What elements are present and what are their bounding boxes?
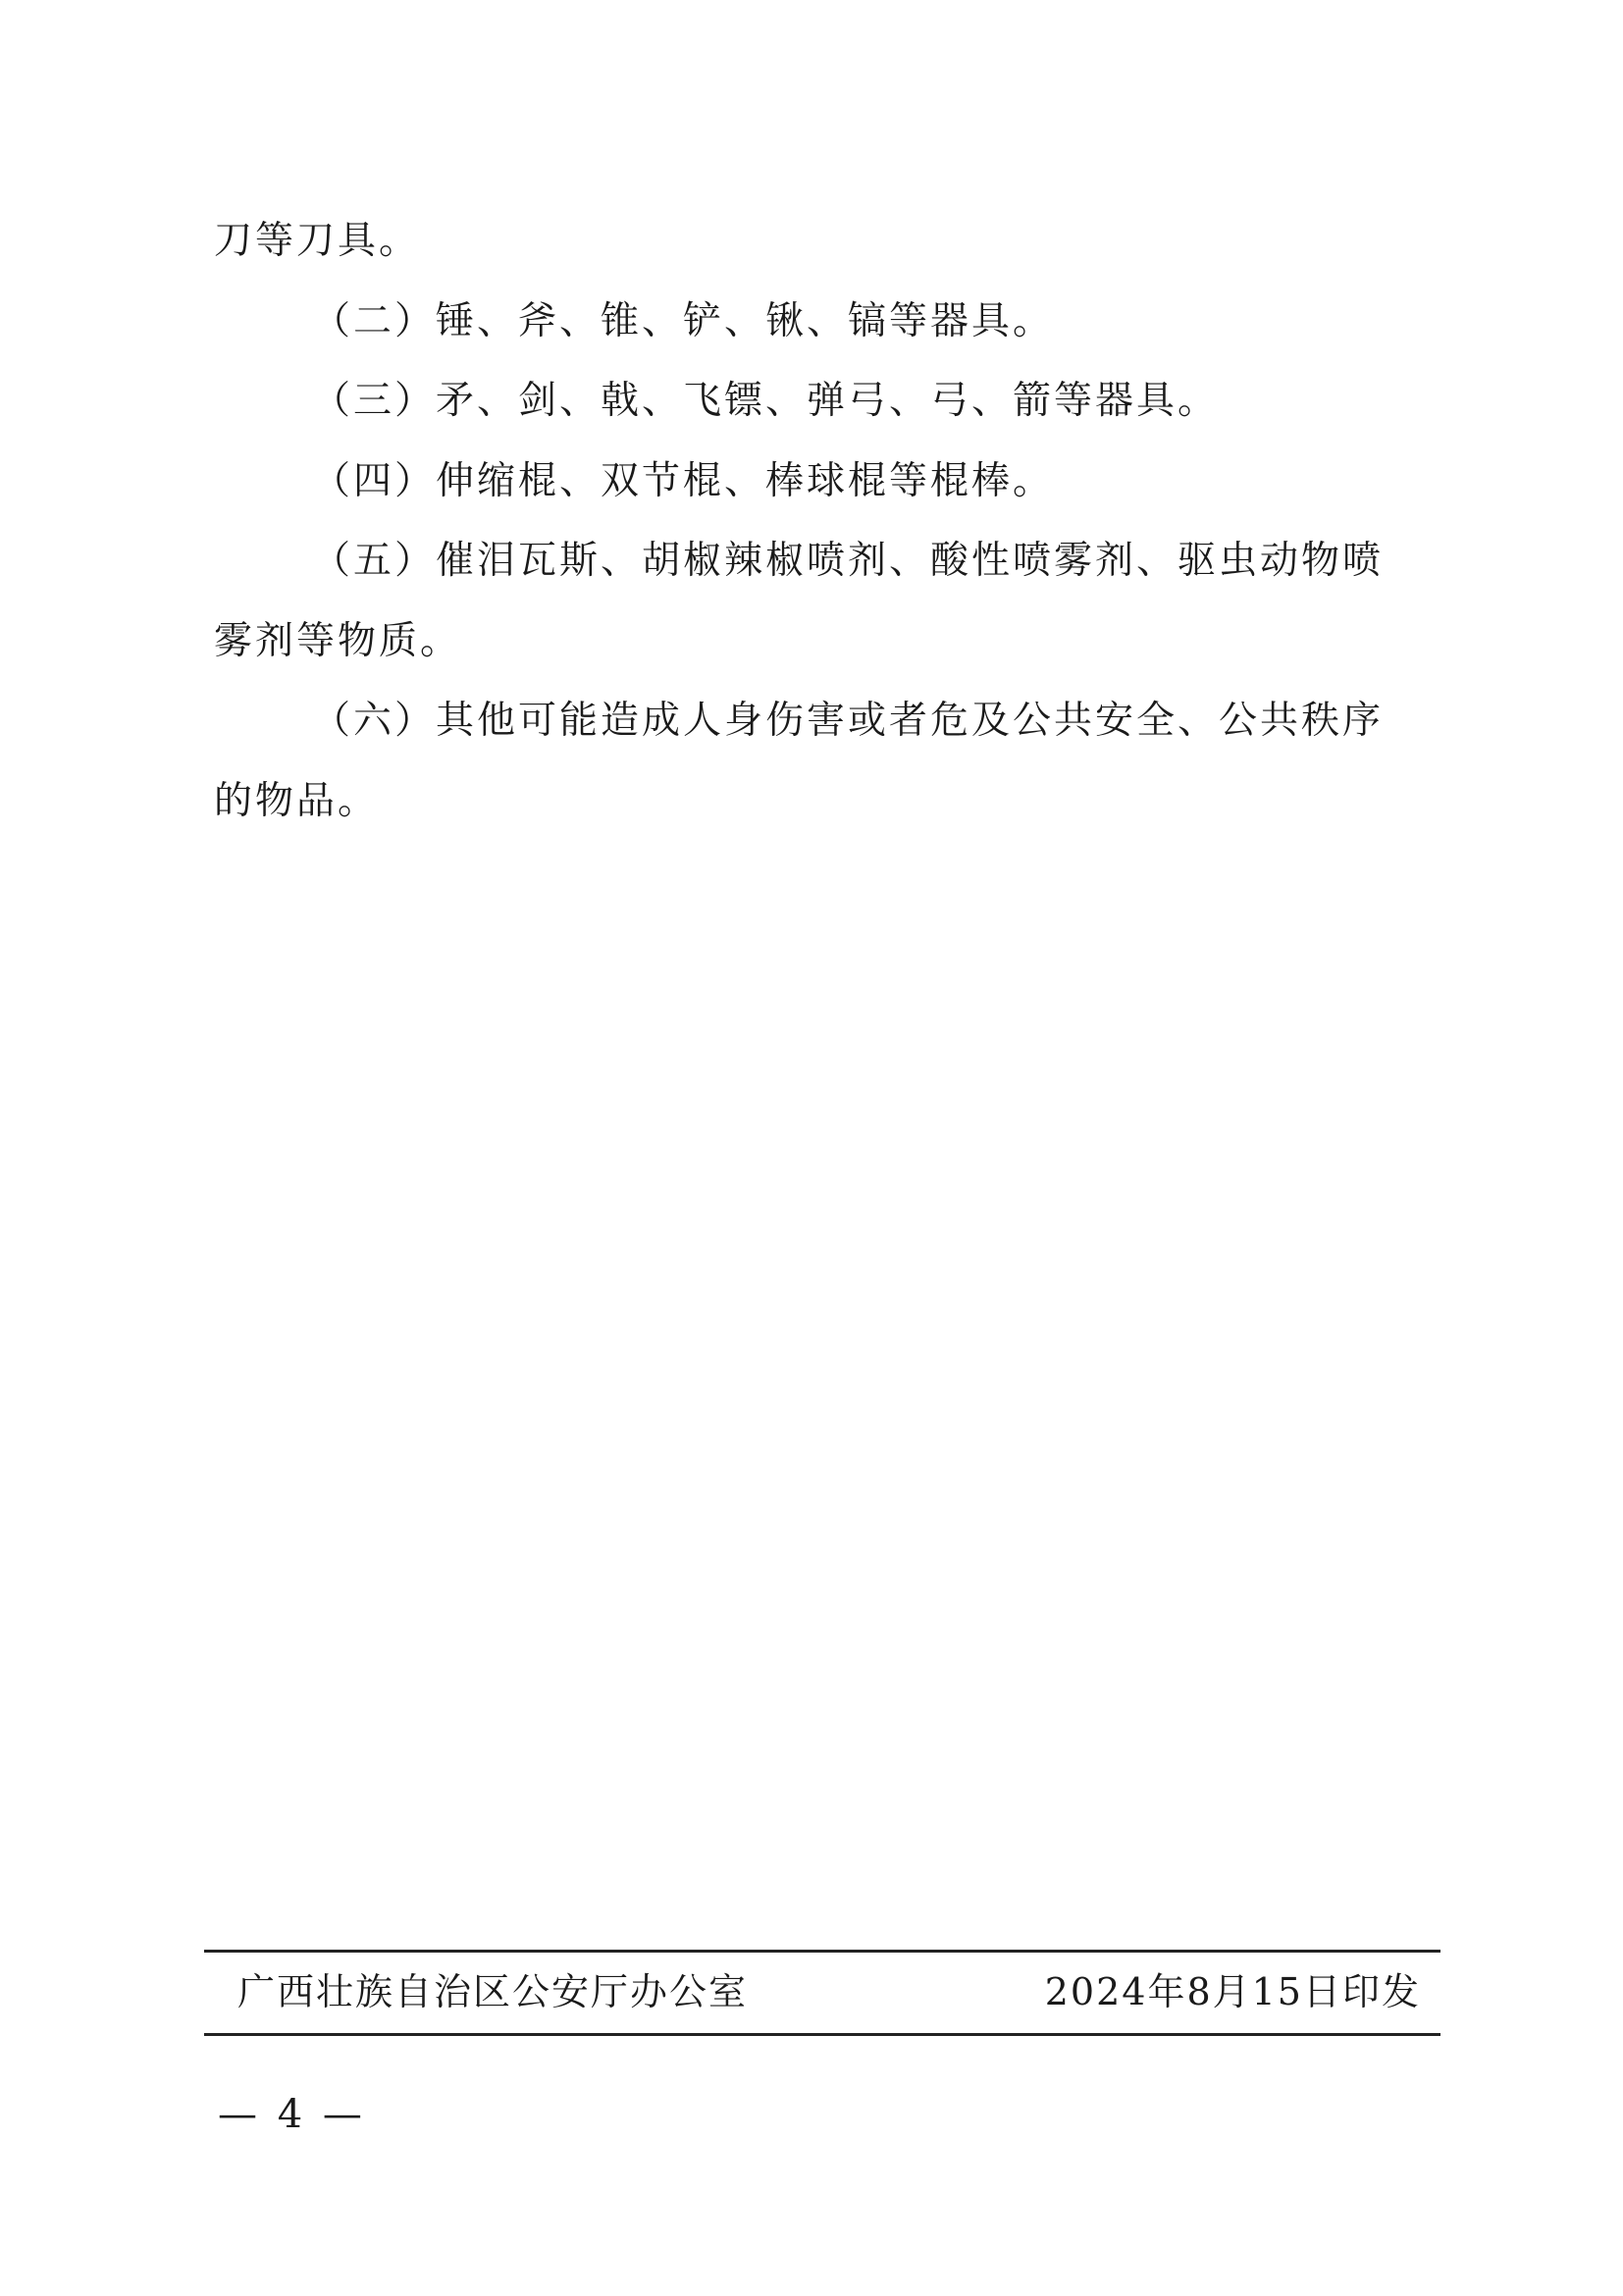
paragraph-item-2: （二）锤、斧、锥、铲、锹、镐等器具。: [312, 298, 1055, 343]
document-body: [214, 201, 1421, 841]
issue-date: 2024年8月15日印发: [1044, 1970, 1421, 2013]
footer-top-rule: [204, 1950, 1440, 1953]
paragraph-item-6: （六）其他可能造成人身伤害或者危及公共安全、公共秩序的物品。: [214, 699, 1385, 823]
paragraph-continuation: 刀等刀具。: [214, 219, 421, 263]
paragraph-item-5: （五）催泪瓦斯、胡椒辣椒喷剂、酸性喷雾剂、驱虫动物喷雾剂等物质。: [214, 539, 1385, 663]
issuing-office: 广西壮族自治区公安厅办公室: [237, 1970, 749, 2013]
page-number: — 4 —: [218, 2092, 366, 2137]
paragraph-item-3: （三）矛、剑、戟、飞镖、弹弓、弓、箭等器具。: [312, 379, 1220, 423]
footer-bottom-rule: [204, 2033, 1440, 2036]
paragraph-item-4: （四）伸缩棍、双节棍、棒球棍等棍棒。: [312, 458, 1055, 503]
